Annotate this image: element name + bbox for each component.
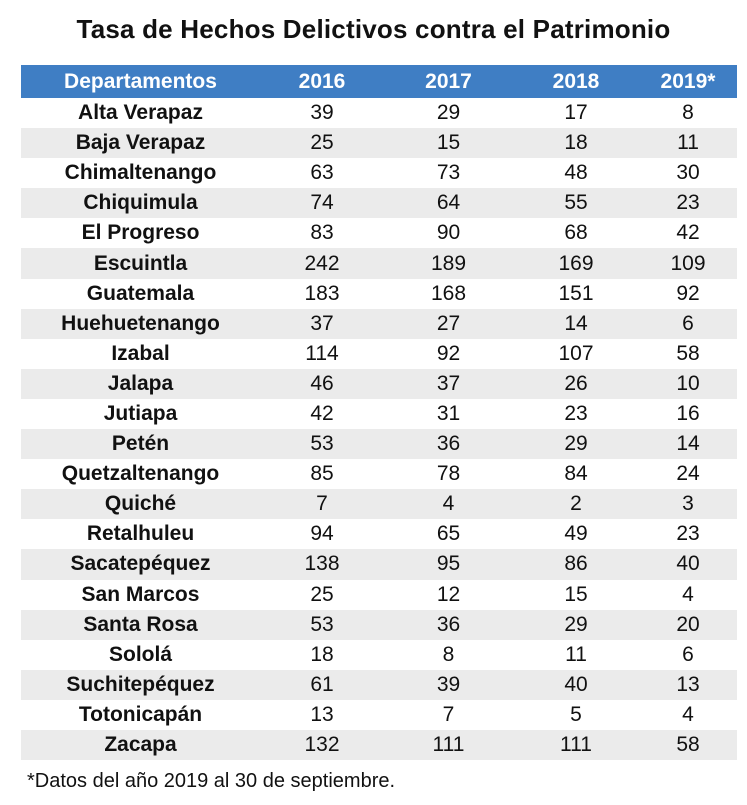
value-cell: 18: [564, 131, 588, 155]
table-body: [21, 98, 737, 760]
value-cell: 15: [564, 582, 588, 606]
table-row: [21, 519, 737, 549]
value-cell: 68: [564, 221, 588, 245]
value-cell: 84: [564, 462, 588, 486]
value-cell: 40: [676, 552, 700, 576]
department-cell: Chiquimula: [83, 191, 198, 215]
value-cell: 42: [676, 221, 700, 245]
value-cell: 16: [676, 401, 700, 425]
value-cell: 95: [436, 552, 461, 576]
value-cell: 27: [436, 311, 461, 335]
value-cell: 29: [564, 612, 588, 636]
table-row: [21, 700, 737, 730]
value-cell: 83: [310, 221, 334, 245]
value-cell: 2: [570, 492, 582, 516]
value-cell: 37: [310, 311, 334, 335]
header-departamentos: Departamentos: [64, 69, 217, 93]
department-cell: Huehuetenango: [61, 311, 220, 335]
table-row: [21, 459, 737, 489]
value-cell: 39: [436, 672, 461, 696]
value-cell: 30: [676, 161, 700, 185]
value-cell: 12: [436, 582, 461, 606]
header-2018: 2018: [552, 69, 600, 93]
department-cell: El Progreso: [81, 221, 200, 245]
department-cell: Retalhuleu: [86, 522, 195, 546]
department-cell: Escuintla: [93, 251, 188, 275]
value-cell: 58: [676, 341, 700, 365]
value-cell: 31: [436, 401, 461, 425]
value-cell: 29: [564, 432, 588, 456]
value-cell: 3: [682, 492, 694, 516]
value-cell: 23: [676, 191, 700, 215]
table-row: [21, 610, 737, 640]
department-cell: Guatemala: [86, 281, 195, 305]
table-row: [21, 640, 737, 670]
value-cell: 65: [436, 522, 461, 546]
value-cell: 7: [442, 702, 455, 726]
value-cell: 36: [436, 612, 461, 636]
value-cell: 111: [432, 733, 465, 757]
value-cell: 63: [310, 161, 334, 185]
department-cell: Zacapa: [104, 733, 177, 757]
table-row: [21, 339, 737, 369]
department-cell: Jalapa: [107, 371, 174, 395]
value-cell: 10: [676, 371, 700, 395]
value-cell: 86: [564, 552, 588, 576]
value-cell: 7: [316, 492, 328, 516]
value-cell: 24: [676, 462, 700, 486]
department-cell: Santa Rosa: [83, 612, 198, 636]
value-cell: 40: [564, 672, 588, 696]
value-cell: 4: [682, 702, 694, 726]
value-cell: 49: [564, 522, 588, 546]
value-cell: 61: [310, 672, 334, 696]
value-cell: 64: [436, 191, 461, 215]
value-cell: 94: [310, 522, 334, 546]
header-2016: 2016: [298, 69, 346, 93]
value-cell: 5: [570, 702, 582, 726]
value-cell: 18: [310, 642, 334, 666]
value-cell: 73: [436, 161, 461, 185]
header-2017: 2017: [425, 69, 472, 93]
value-cell: 111: [560, 733, 592, 757]
value-cell: 138: [304, 552, 340, 576]
department-cell: Sacatepéquez: [70, 552, 211, 576]
header-2019: 2019*: [660, 69, 716, 93]
table-title: Tasa de Hechos Delictivos contra el Patrimonio: [76, 14, 671, 44]
table-row: [21, 158, 737, 188]
department-cell: Totonicapán: [78, 702, 203, 726]
value-cell: 13: [676, 672, 700, 696]
table-row: [21, 580, 737, 610]
value-cell: 14: [564, 311, 588, 335]
value-cell: 25: [310, 582, 334, 606]
table-row: [21, 399, 737, 429]
table-row: [21, 670, 737, 700]
department-cell: Alta Verapaz: [78, 101, 203, 125]
value-cell: 90: [436, 221, 461, 245]
value-cell: 169: [558, 251, 594, 275]
department-cell: Jutiapa: [103, 401, 178, 425]
table-row: [21, 128, 737, 158]
value-cell: 4: [442, 492, 455, 516]
value-cell: 6: [682, 311, 694, 335]
department-cell: Suchitepéquez: [66, 672, 215, 696]
table-row: [21, 218, 737, 248]
value-cell: 78: [436, 462, 461, 486]
table-row: [21, 309, 737, 339]
value-cell: 8: [682, 101, 694, 125]
value-cell: 39: [310, 101, 334, 125]
footnote: *Datos del año 2019 al 30 de septiembre.: [27, 770, 396, 792]
value-cell: 183: [304, 281, 340, 305]
value-cell: 242: [304, 251, 340, 275]
data-table: [21, 65, 737, 760]
table-row: [21, 549, 737, 579]
value-cell: 26: [564, 371, 588, 395]
value-cell: 42: [310, 401, 334, 425]
value-cell: 15: [436, 131, 461, 155]
department-cell: San Marcos: [81, 582, 200, 606]
department-cell: Baja Verapaz: [75, 131, 206, 155]
table-row: [21, 489, 737, 519]
value-cell: 53: [310, 612, 334, 636]
department-cell: Izabal: [111, 341, 170, 365]
table-row: [21, 279, 737, 309]
value-cell: 74: [310, 191, 334, 215]
value-cell: 55: [564, 191, 588, 215]
value-cell: 14: [676, 432, 700, 456]
value-cell: 36: [436, 432, 461, 456]
value-cell: 92: [676, 281, 700, 305]
value-cell: 107: [558, 341, 594, 365]
value-cell: 6: [682, 642, 694, 666]
table-row: [21, 369, 737, 399]
value-cell: 114: [305, 341, 339, 365]
table-row: [21, 429, 737, 459]
value-cell: 189: [430, 251, 467, 275]
department-cell: Sololá: [108, 642, 172, 666]
value-cell: 11: [677, 131, 699, 155]
department-cell: Petén: [111, 432, 170, 456]
department-cell: Quetzaltenango: [61, 462, 220, 486]
value-cell: 20: [676, 612, 700, 636]
value-cell: 168: [430, 281, 467, 305]
value-cell: 17: [564, 101, 588, 125]
value-cell: 58: [676, 733, 700, 757]
table-row: [21, 248, 737, 278]
value-cell: 109: [670, 251, 706, 275]
table-row: [21, 98, 737, 128]
value-cell: 8: [442, 642, 455, 666]
value-cell: 46: [310, 371, 334, 395]
value-cell: 92: [436, 341, 461, 365]
department-cell: Chimaltenango: [64, 161, 217, 185]
value-cell: 4: [682, 582, 694, 606]
value-cell: 85: [310, 462, 334, 486]
value-cell: 53: [310, 432, 334, 456]
table-row: [21, 188, 737, 218]
table-header: [21, 65, 737, 98]
value-cell: 13: [310, 702, 334, 726]
value-cell: 23: [676, 522, 700, 546]
value-cell: 132: [304, 733, 340, 757]
value-cell: 11: [565, 642, 587, 666]
value-cell: 37: [436, 371, 461, 395]
value-cell: 23: [564, 401, 588, 425]
value-cell: 25: [310, 131, 334, 155]
department-cell: Quiché: [104, 492, 177, 516]
table-row: [21, 730, 737, 760]
value-cell: 29: [436, 101, 461, 125]
value-cell: 151: [558, 281, 594, 305]
value-cell: 48: [564, 161, 588, 185]
